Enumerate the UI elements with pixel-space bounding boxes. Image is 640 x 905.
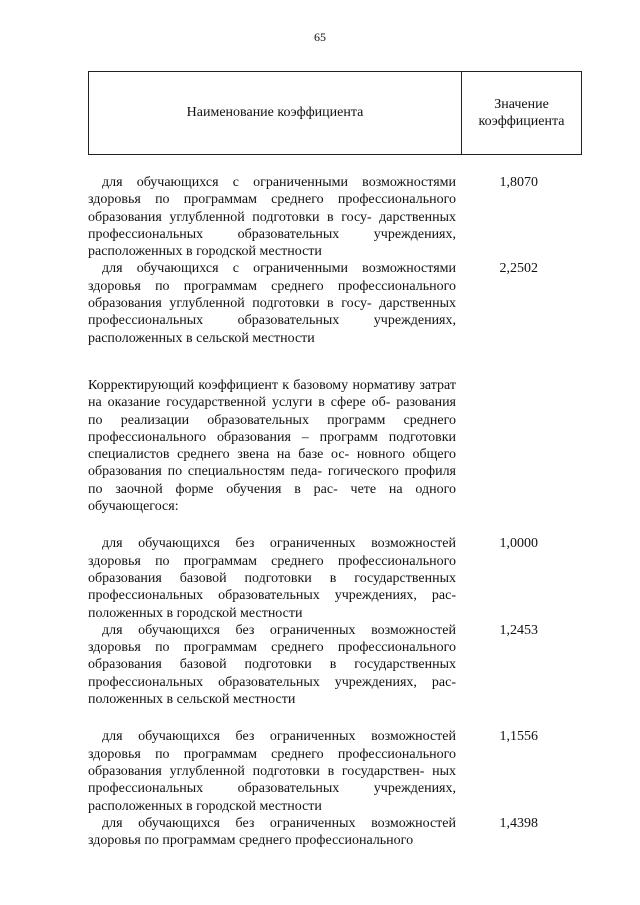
row-description: для обучающихся без ограниченных возможностей здоровья по программам среднего профессионального образования углубленной подготовки в государствен- ных профессиональных образовательных учреждениях, расположенных в городской местности [88, 729, 456, 814]
row-description: для обучающихся без ограниченных возможностей здоровья по программам среднего профессионального [88, 815, 456, 849]
table-row [88, 535, 582, 621]
row-description: для обучающихся с ограниченными возможностями здоровья по программам среднего профессионального образования углубленной подготовки в госу- дарственных профессиональных образовательных учреждениях, расположенных в сельской местности [88, 261, 456, 346]
row-value: 2,2502 [499, 261, 538, 277]
column-header-value-text [479, 96, 565, 130]
row-value: 1,2453 [499, 622, 538, 638]
row-value: 1,4398 [499, 815, 538, 831]
row-description: для обучающихся без ограниченных возможностей здоровья по программам среднего профессионального образования базовой подготовки в государственных профессиональных образовательных учреждениях, рас- положенных в городской местности [88, 536, 456, 621]
spacer [88, 708, 582, 728]
table-row [88, 815, 582, 850]
row-value: 1,8070 [499, 175, 538, 190]
table-row [88, 174, 582, 260]
column-header-name: Наименование коэффициента [89, 72, 462, 154]
table-body [88, 174, 582, 849]
column-header-value-line2: коэффициента [478, 114, 565, 129]
row-value: 1,1556 [499, 729, 538, 745]
spacer [88, 515, 582, 535]
row-description: для обучающихся с ограниченными возможностями здоровья по программам среднего профессионального образования углубленной подготовки в госу- дарственных профессиональных образовательных учреждениях, расположенных в городской местности [88, 175, 456, 260]
spacer [88, 347, 582, 377]
table-row [88, 260, 582, 346]
table-row [88, 622, 582, 708]
row-value: 1,0000 [499, 536, 538, 552]
column-header-value-line1: Значение [494, 97, 549, 112]
table-row [88, 728, 582, 814]
column-header-value [462, 72, 581, 154]
table-header [88, 71, 582, 155]
row-description: для обучающихся без ограниченных возможностей здоровья по программам среднего профессионального образования базовой подготовки в государственных профессиональных образовательных учреждениях, рас- положенных в сельской местности [88, 622, 456, 708]
page-number: 65 [314, 30, 326, 44]
section-title: Корректирующий коэффициент к базовому нормативу затрат на оказание государственной услуги в сфере об- разования по реализации образовательных программ среднего профессионального образования – программ подготовки специалистов среднего звена на базе ос- новного общего образования по специальностям педа- гогического профиля по заочной форме обучения в рас- чете на одного обучающегося: [88, 377, 456, 515]
